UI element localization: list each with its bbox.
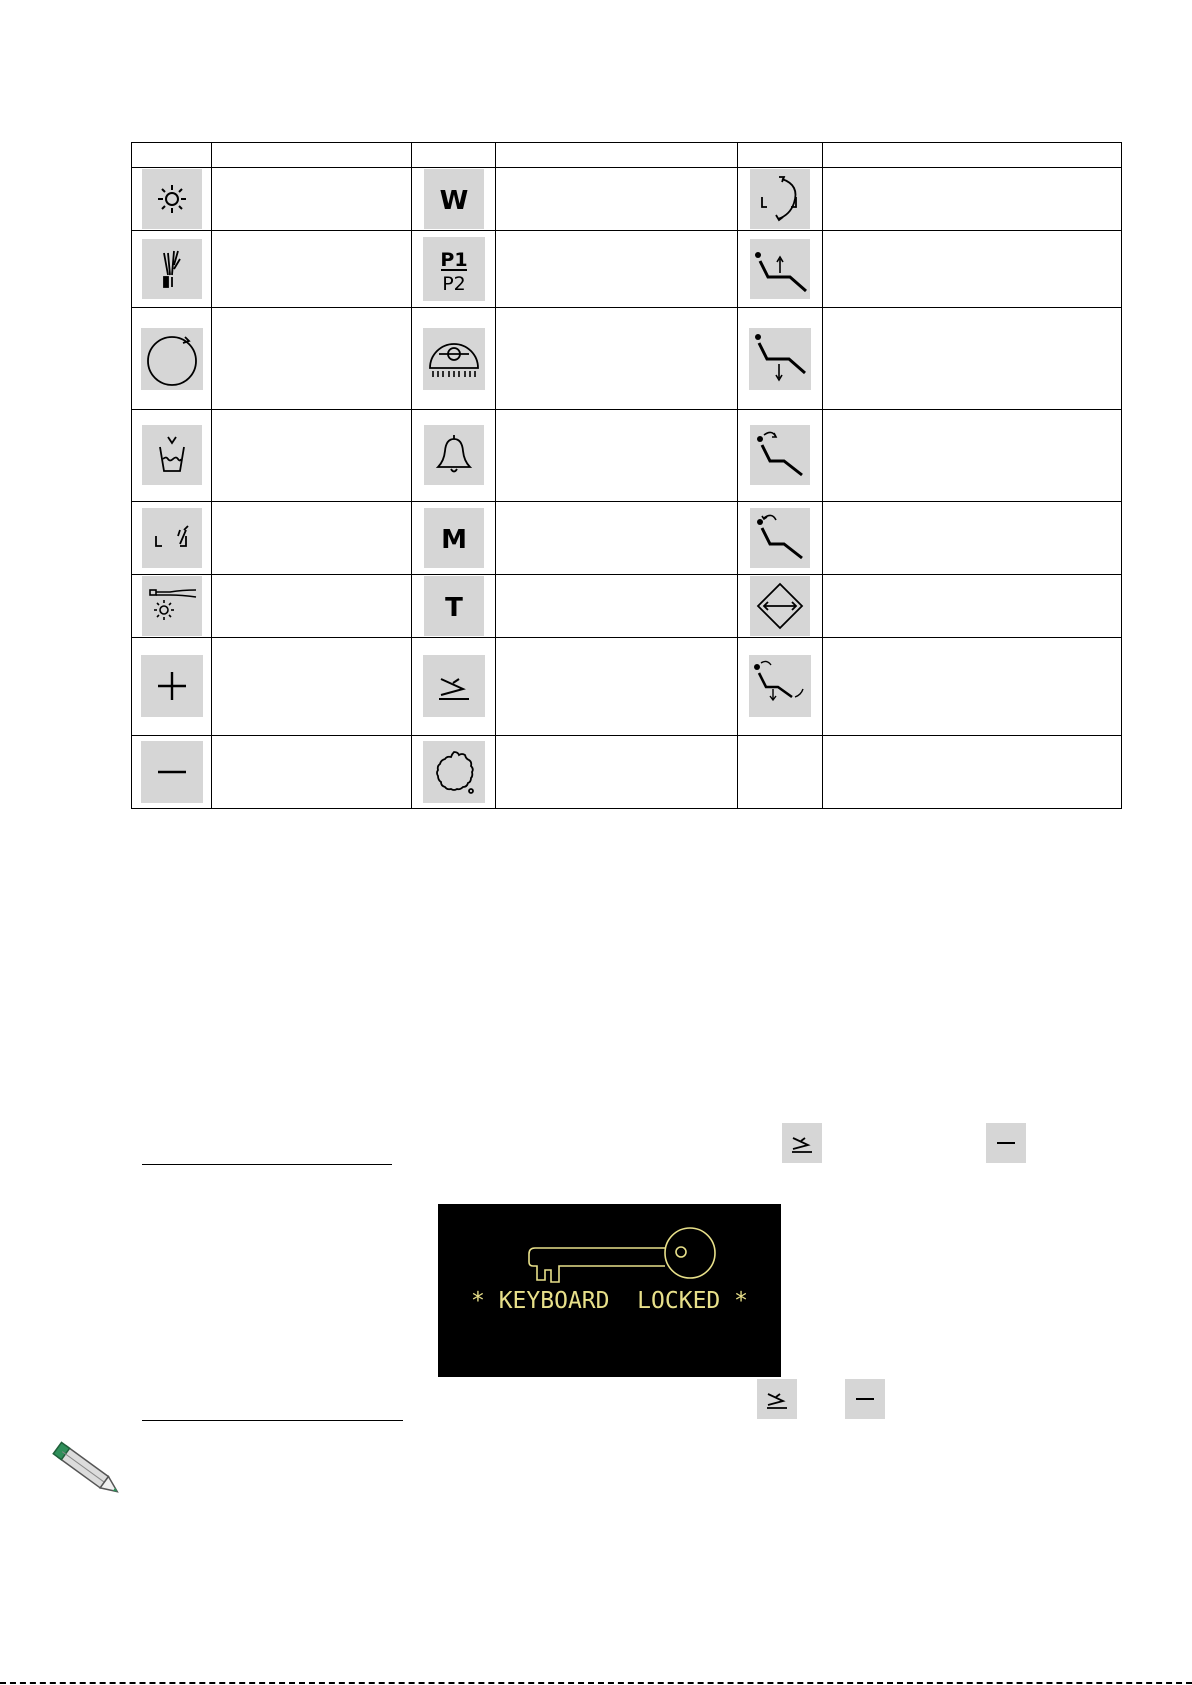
description-cell [496,308,738,410]
description-cell [496,735,738,808]
description-cell [823,231,1122,308]
description-cell [823,410,1122,501]
heading-underline [142,1164,392,1165]
header-cell [212,143,412,168]
icon-cell [132,735,212,808]
icon-cell [738,501,823,574]
description-cell [212,637,412,735]
icon-cell [412,637,496,735]
icon-cell [738,574,823,637]
foot-pedal-icon [757,1379,797,1419]
icon-cell [132,637,212,735]
header-cell [496,143,738,168]
description-cell [212,231,412,308]
description-cell [496,231,738,308]
svg-text:P2: P2 [441,273,466,296]
backrest-down-icon [750,508,810,568]
description-cell [212,735,412,808]
table-row [132,574,1122,637]
operating-light-icon [142,169,202,229]
gear-ring-icon [423,741,485,803]
table-header-row [132,143,1122,168]
keyboard-locked-message: * KEYBOARD LOCKED * [471,1288,748,1314]
header-cell [738,143,823,168]
description-cell [212,168,412,231]
cup-fill-icon [142,425,202,485]
page-bottom-rule [0,1682,1192,1684]
backrest-up-icon [750,425,810,485]
keyboard-locked-display [438,1204,781,1377]
chair-rotate-icon [750,169,810,229]
minus-icon [141,741,203,803]
icon-cell [738,231,823,308]
description-cell [823,168,1122,231]
letter-w-text: W [439,186,468,217]
description-cell [496,637,738,735]
instruments-icon [142,239,202,299]
table-row [132,308,1122,410]
letter-m-text: M [440,524,467,555]
chair-reset-icon [749,655,811,717]
table-row [132,501,1122,574]
table-row [132,735,1122,808]
description-cell [212,574,412,637]
letter-w-icon [424,169,484,229]
icon-cell [738,308,823,410]
foot-pedal-icon [423,655,485,717]
description-cell [823,501,1122,574]
table-row [132,168,1122,231]
minus-icon [986,1123,1026,1163]
icon-cell [132,308,212,410]
svg-text:P1: P1 [439,249,468,272]
handpiece-light-icon [142,576,202,636]
chair-up-icon [750,239,810,299]
icon-cell [132,231,212,308]
icon-cell [738,168,823,231]
icon-cell [412,231,496,308]
description-cell [212,501,412,574]
chair-down-icon [749,328,811,390]
description-cell [496,168,738,231]
icon-cell [412,501,496,574]
header-cell [412,143,496,168]
icon-cell [738,410,823,501]
pencil-icon [48,1438,134,1512]
foot-pedal-icon [782,1123,822,1163]
letter-m-icon [424,508,484,568]
description-cell [212,308,412,410]
table-row [132,410,1122,501]
empty-icon-cell [738,735,823,808]
icon-cell [132,168,212,231]
minus-icon [845,1379,885,1419]
description-cell [496,410,738,501]
icon-cell [412,735,496,808]
icon-cell [738,637,823,735]
table-row [132,637,1122,735]
description-cell [212,410,412,501]
diamond-arrows-icon [750,576,810,636]
description-cell [823,735,1122,808]
bell-icon [424,425,484,485]
circle-arrow-icon [141,328,203,390]
plus-icon [141,655,203,717]
header-cell [132,143,212,168]
letter-t-icon [424,576,484,636]
description-cell [496,501,738,574]
icon-cell [412,308,496,410]
gauge-light-icon [423,328,485,390]
header-cell [823,143,1122,168]
description-cell [496,574,738,637]
description-cell [823,574,1122,637]
description-cell [823,308,1122,410]
symbol-table [131,142,1122,809]
icon-cell [412,168,496,231]
icon-cell [412,574,496,637]
icon-cell [132,410,212,501]
letter-t-text: T [444,592,463,623]
icon-cell [132,574,212,637]
description-cell [823,637,1122,735]
icon-cell [132,501,212,574]
heading-underline [142,1420,403,1421]
spittoon-rinse-icon [142,508,202,568]
table-row [132,231,1122,308]
p1-p2-icon [423,237,485,301]
icon-cell [412,410,496,501]
